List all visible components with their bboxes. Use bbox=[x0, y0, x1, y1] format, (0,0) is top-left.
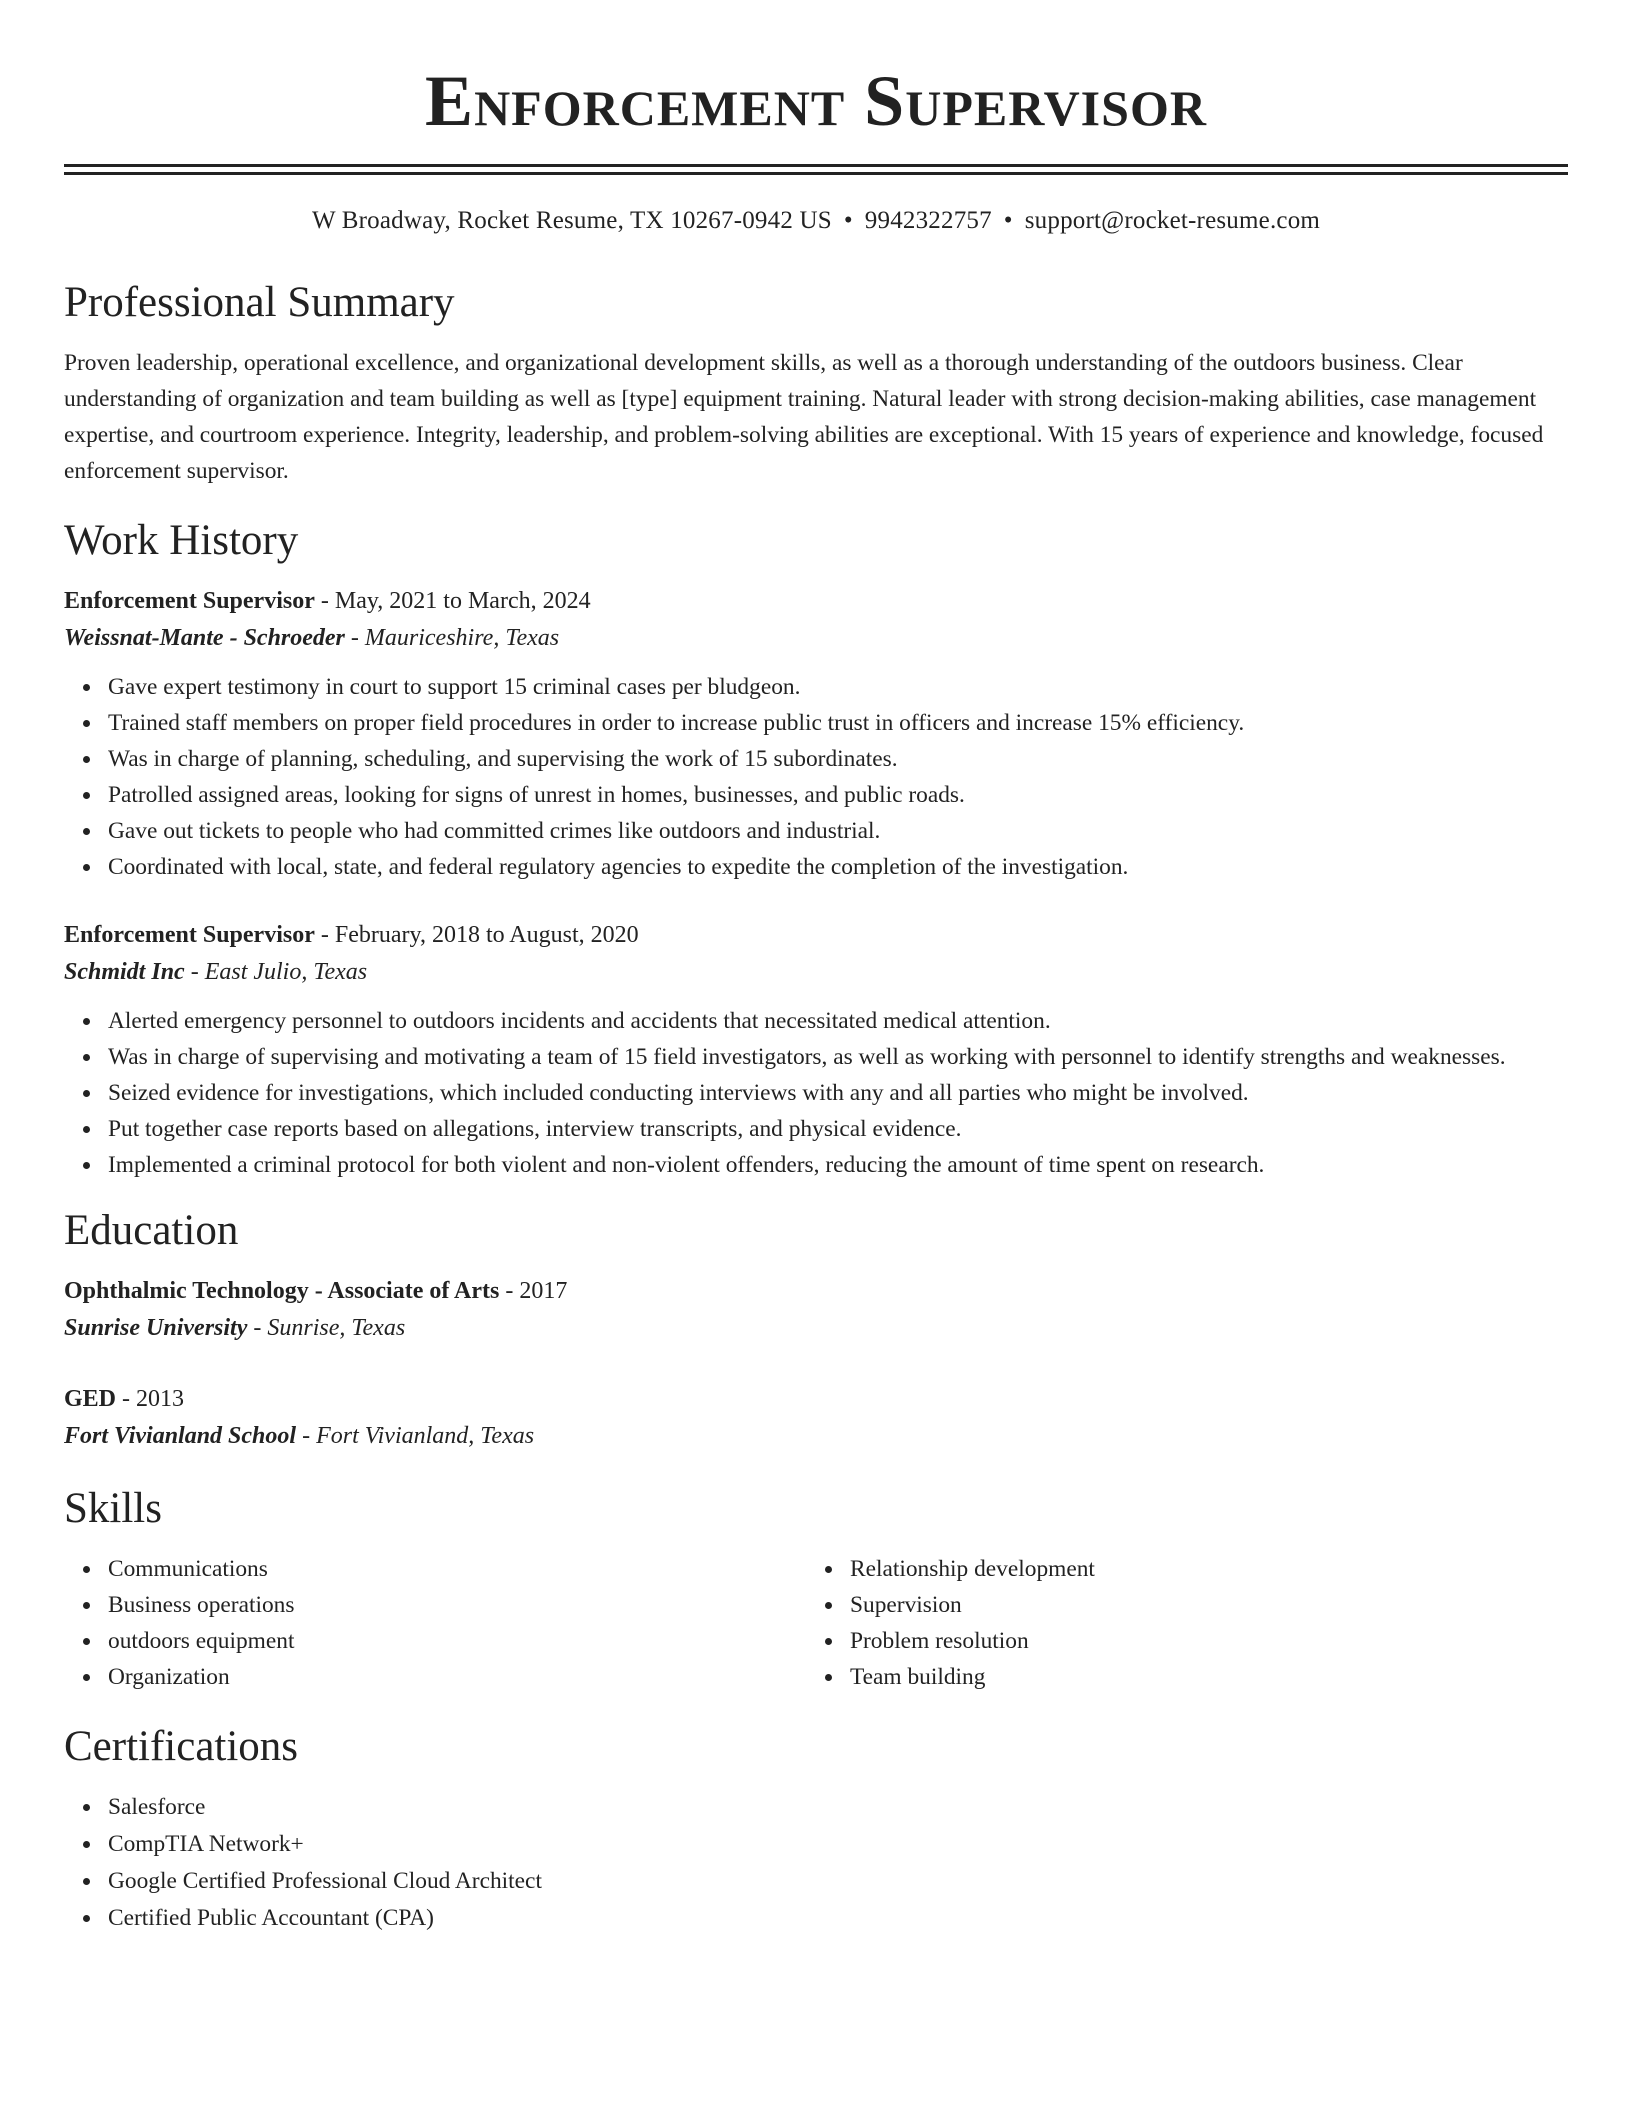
list-item: Trained staff members on proper field procedures in order to increase public trust in officers and increase 15% efficiency. bbox=[108, 705, 1568, 741]
job-company-line bbox=[64, 953, 1568, 991]
list-item: Implemented a criminal protocol for both violent and non-violent offenders, reducing the amount of time spent on research. bbox=[108, 1147, 1568, 1183]
professional-summary-section bbox=[64, 275, 1568, 489]
degree-year: - 2013 bbox=[116, 1386, 185, 1412]
contact-line bbox=[64, 205, 1568, 237]
section-heading-certifications: Certifications bbox=[64, 1723, 299, 1770]
list-item: Alerted emergency personnel to outdoors incidents and accidents that necessitated medical attention. bbox=[108, 1003, 1568, 1039]
list-item: Was in charge of supervising and motivating a team of 15 field investigators, as well as working with personnel to identify strengths and weaknesses. bbox=[108, 1039, 1568, 1075]
job-dates: - May, 2021 to March, 2024 bbox=[314, 588, 591, 614]
contact-phone: 9942322757 bbox=[864, 207, 992, 234]
section-heading-education: Education bbox=[64, 1207, 239, 1254]
contact-email[interactable]: support@rocket-resume.com bbox=[1024, 207, 1321, 234]
job-entry bbox=[64, 917, 1568, 1183]
skills-column-left bbox=[64, 1551, 806, 1695]
job-title: Enforcement Supervisor bbox=[64, 922, 315, 948]
degree-name: GED bbox=[64, 1386, 117, 1412]
certifications-list bbox=[64, 1789, 1568, 1937]
list-item: Team building bbox=[850, 1659, 1548, 1695]
work-history-section bbox=[64, 513, 1568, 1183]
list-item: Patrolled assigned areas, looking for signs of unrest in homes, businesses, and public roads. bbox=[108, 777, 1568, 813]
job-company: Schmidt Inc bbox=[64, 959, 185, 985]
school-location: - Sunrise, Texas bbox=[247, 1315, 406, 1341]
job-title: Enforcement Supervisor bbox=[64, 588, 315, 614]
job-duties-list bbox=[64, 669, 1568, 885]
list-item: Google Certified Professional Cloud Architect bbox=[108, 1863, 1568, 1900]
list-item: Supervision bbox=[850, 1587, 1548, 1623]
degree-name: Ophthalmic Technology - Associate of Arts bbox=[64, 1278, 500, 1304]
job-location: - East Julio, Texas bbox=[184, 959, 368, 985]
list-item: Coordinated with local, state, and federal regulatory agencies to expedite the completion of the investigation. bbox=[108, 849, 1568, 885]
list-item: CompTIA Network+ bbox=[108, 1826, 1568, 1863]
skills-grid bbox=[64, 1551, 1568, 1695]
list-item: Certified Public Accountant (CPA) bbox=[108, 1900, 1568, 1937]
list-item: Gave out tickets to people who had committed crimes like outdoors and industrial. bbox=[108, 813, 1568, 849]
school-line bbox=[64, 1417, 1568, 1455]
list-item: Seized evidence for investigations, which included conducting interviews with any and all parties who might be involved. bbox=[108, 1075, 1568, 1111]
list-item: Communications bbox=[108, 1551, 806, 1587]
school-location: - Fort Vivianland, Texas bbox=[296, 1423, 535, 1449]
job-title-line bbox=[64, 583, 1568, 619]
school-name: Fort Vivianland School bbox=[64, 1423, 297, 1449]
school-name: Sunrise University bbox=[64, 1315, 248, 1341]
degree-year: - 2017 bbox=[499, 1278, 568, 1304]
candidate-name: Enforcement Supervisor bbox=[425, 61, 1207, 141]
list-item: Relationship development bbox=[850, 1551, 1548, 1587]
list-item: Salesforce bbox=[108, 1789, 1568, 1826]
job-company: Weissnat-Mante - Schroeder bbox=[64, 625, 345, 651]
degree-line bbox=[64, 1273, 1568, 1309]
education-section bbox=[64, 1203, 1568, 1455]
contact-address: W Broadway, Rocket Resume, TX 10267-0942 US bbox=[311, 207, 832, 234]
summary-text: Proven leadership, operational excellence, and organizational development skills, as well as a thorough understanding of the outdoors business. Clear understanding of organization and team building as well as [type] equipment training. Natural leader with strong decision-making abilities, case management expertise, and courtroom experience. Integrity, leadership, and problem-solving abilities are exceptional. With 15 years of experience and knowledge, focused enforcement supervisor. bbox=[64, 350, 1544, 484]
section-heading-skills: Skills bbox=[64, 1485, 162, 1532]
list-item: Put together case reports based on allegations, interview transcripts, and physical evidence. bbox=[108, 1111, 1568, 1147]
education-entry bbox=[64, 1273, 1568, 1347]
contact-separator: • bbox=[1003, 207, 1013, 234]
certifications-section bbox=[64, 1719, 1568, 1937]
header-double-rule bbox=[64, 164, 1568, 175]
list-item: Problem resolution bbox=[850, 1623, 1548, 1659]
job-dates: - February, 2018 to August, 2020 bbox=[314, 922, 639, 948]
degree-line bbox=[64, 1381, 1568, 1417]
skills-section bbox=[64, 1481, 1568, 1695]
list-item: outdoors equipment bbox=[108, 1623, 806, 1659]
section-heading-work-history: Work History bbox=[64, 517, 299, 564]
job-title-line bbox=[64, 917, 1568, 953]
job-location: - Mauriceshire, Texas bbox=[344, 625, 560, 651]
job-entry bbox=[64, 583, 1568, 885]
list-item: Gave expert testimony in court to support 15 criminal cases per bludgeon. bbox=[108, 669, 1568, 705]
list-item: Organization bbox=[108, 1659, 806, 1695]
school-line bbox=[64, 1309, 1568, 1347]
list-item: Business operations bbox=[108, 1587, 806, 1623]
job-company-line bbox=[64, 619, 1568, 657]
job-duties-list bbox=[64, 1003, 1568, 1183]
section-heading-summary: Professional Summary bbox=[64, 279, 455, 326]
contact-separator: • bbox=[843, 207, 853, 234]
list-item: Was in charge of planning, scheduling, and supervising the work of 15 subordinates. bbox=[108, 741, 1568, 777]
education-entry bbox=[64, 1381, 1568, 1455]
skills-column-right bbox=[806, 1551, 1548, 1695]
